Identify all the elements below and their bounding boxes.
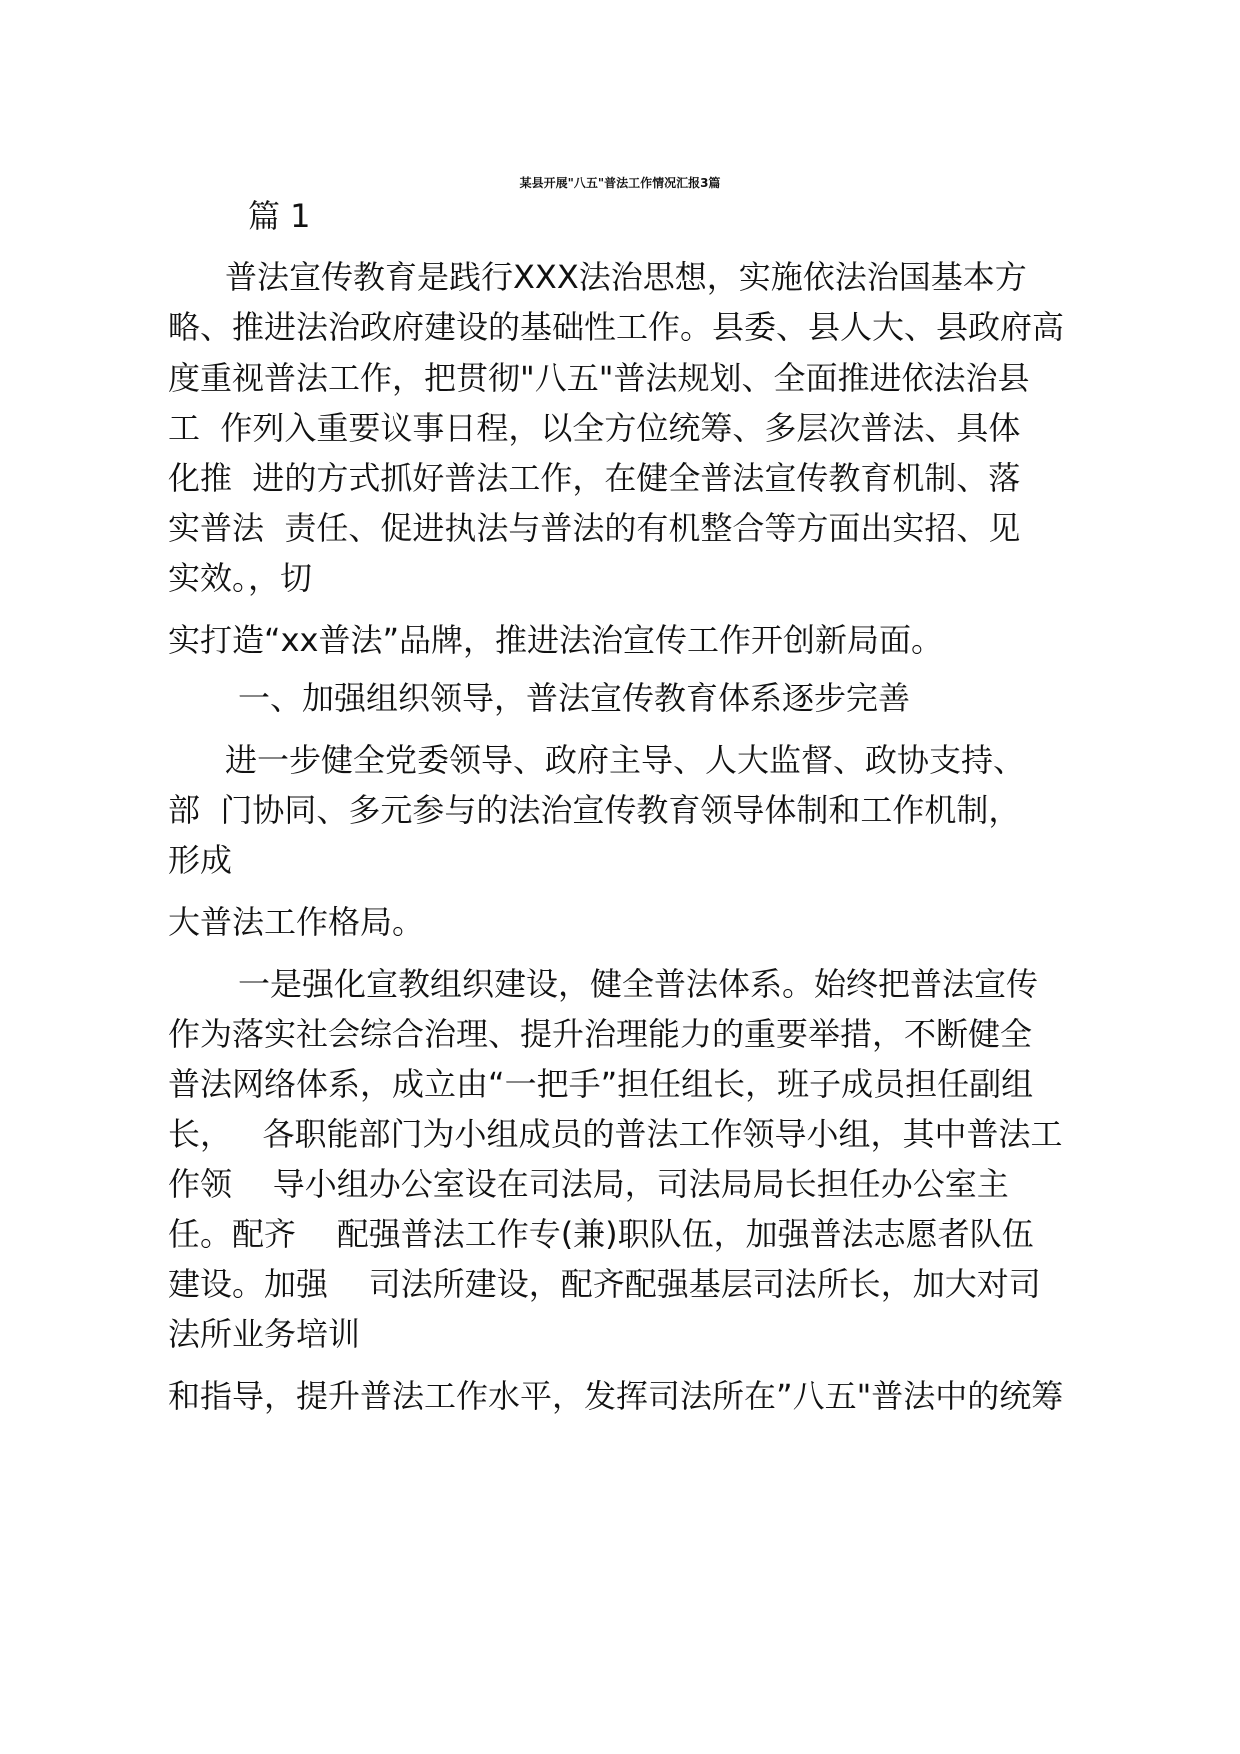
- paragraph-line: 和指导，提升普法工作水平，发挥司法所在”八五"普法中的统筹: [168, 1377, 1064, 1415]
- paragraph-line: 实效。，切: [168, 559, 313, 597]
- paragraph-line: 实打造“xx普法”品牌，推进法治宣传工作开创新局面。: [168, 621, 944, 659]
- paragraph-line: 度重视普法工作，把贯彻"八五"普法规划、全面推进依法治县: [168, 359, 1030, 397]
- paragraph-line: 工 作列入重要议事日程，以全方位统筹、多层次普法、具体: [168, 409, 1021, 447]
- paragraph-line: 进一步健全党委领导、政府主导、人大监督、政协支持、: [225, 741, 1026, 779]
- section-heading: 一、加强组织领导，普法宣传教育体系逐步完善: [238, 679, 911, 717]
- paragraph-line: 作领 导小组办公室设在司法局，司法局局长担任办公室主: [168, 1165, 1009, 1203]
- paragraph-line: 长， 各职能部门为小组成员的普法工作领导小组，其中普法工: [168, 1115, 1063, 1153]
- section-label: 篇 1: [248, 197, 311, 235]
- paragraph-line: 形成: [168, 841, 233, 879]
- paragraph-line: 一是强化宣教组织建设，健全普法体系。始终把普法宣传: [238, 965, 1039, 1003]
- paragraph-line: 普法宣传教育是践行XXX法治思想，实施依法治国基本方: [225, 258, 1027, 296]
- paragraph-line: 作为落实社会综合治理、提升治理能力的重要举措，不断健全: [168, 1015, 1033, 1053]
- paragraph-line: 普法网络体系，成立由“一把手”担任组长，班子成员担任副组: [168, 1065, 1034, 1103]
- paragraph-line: 部 门协同、多元参与的法治宣传教育领导体制和工作机制，: [168, 791, 1021, 829]
- paragraph-line: 任。配齐 配强普法工作专(兼)职队伍，加强普法志愿者队伍: [168, 1215, 1034, 1253]
- paragraph-line: 法所业务培训: [168, 1315, 361, 1353]
- paragraph-line: 建设。加强 司法所建设，配齐配强基层司法所长，加大对司: [168, 1265, 1041, 1303]
- document-title: 某县开展"八五"普法工作情况汇报3篇: [519, 176, 721, 190]
- paragraph-line: 实普法 责任、促进执法与普法的有机整合等方面出实招、见: [168, 509, 1021, 547]
- paragraph-line: 大普法工作格局。: [168, 903, 425, 941]
- paragraph-line: 化推 进的方式抓好普法工作，在健全普法宣传教育机制、落: [168, 459, 1021, 497]
- paragraph-line: 略、推进法治政府建设的基础性工作。县委、县人大、县政府高: [168, 308, 1065, 346]
